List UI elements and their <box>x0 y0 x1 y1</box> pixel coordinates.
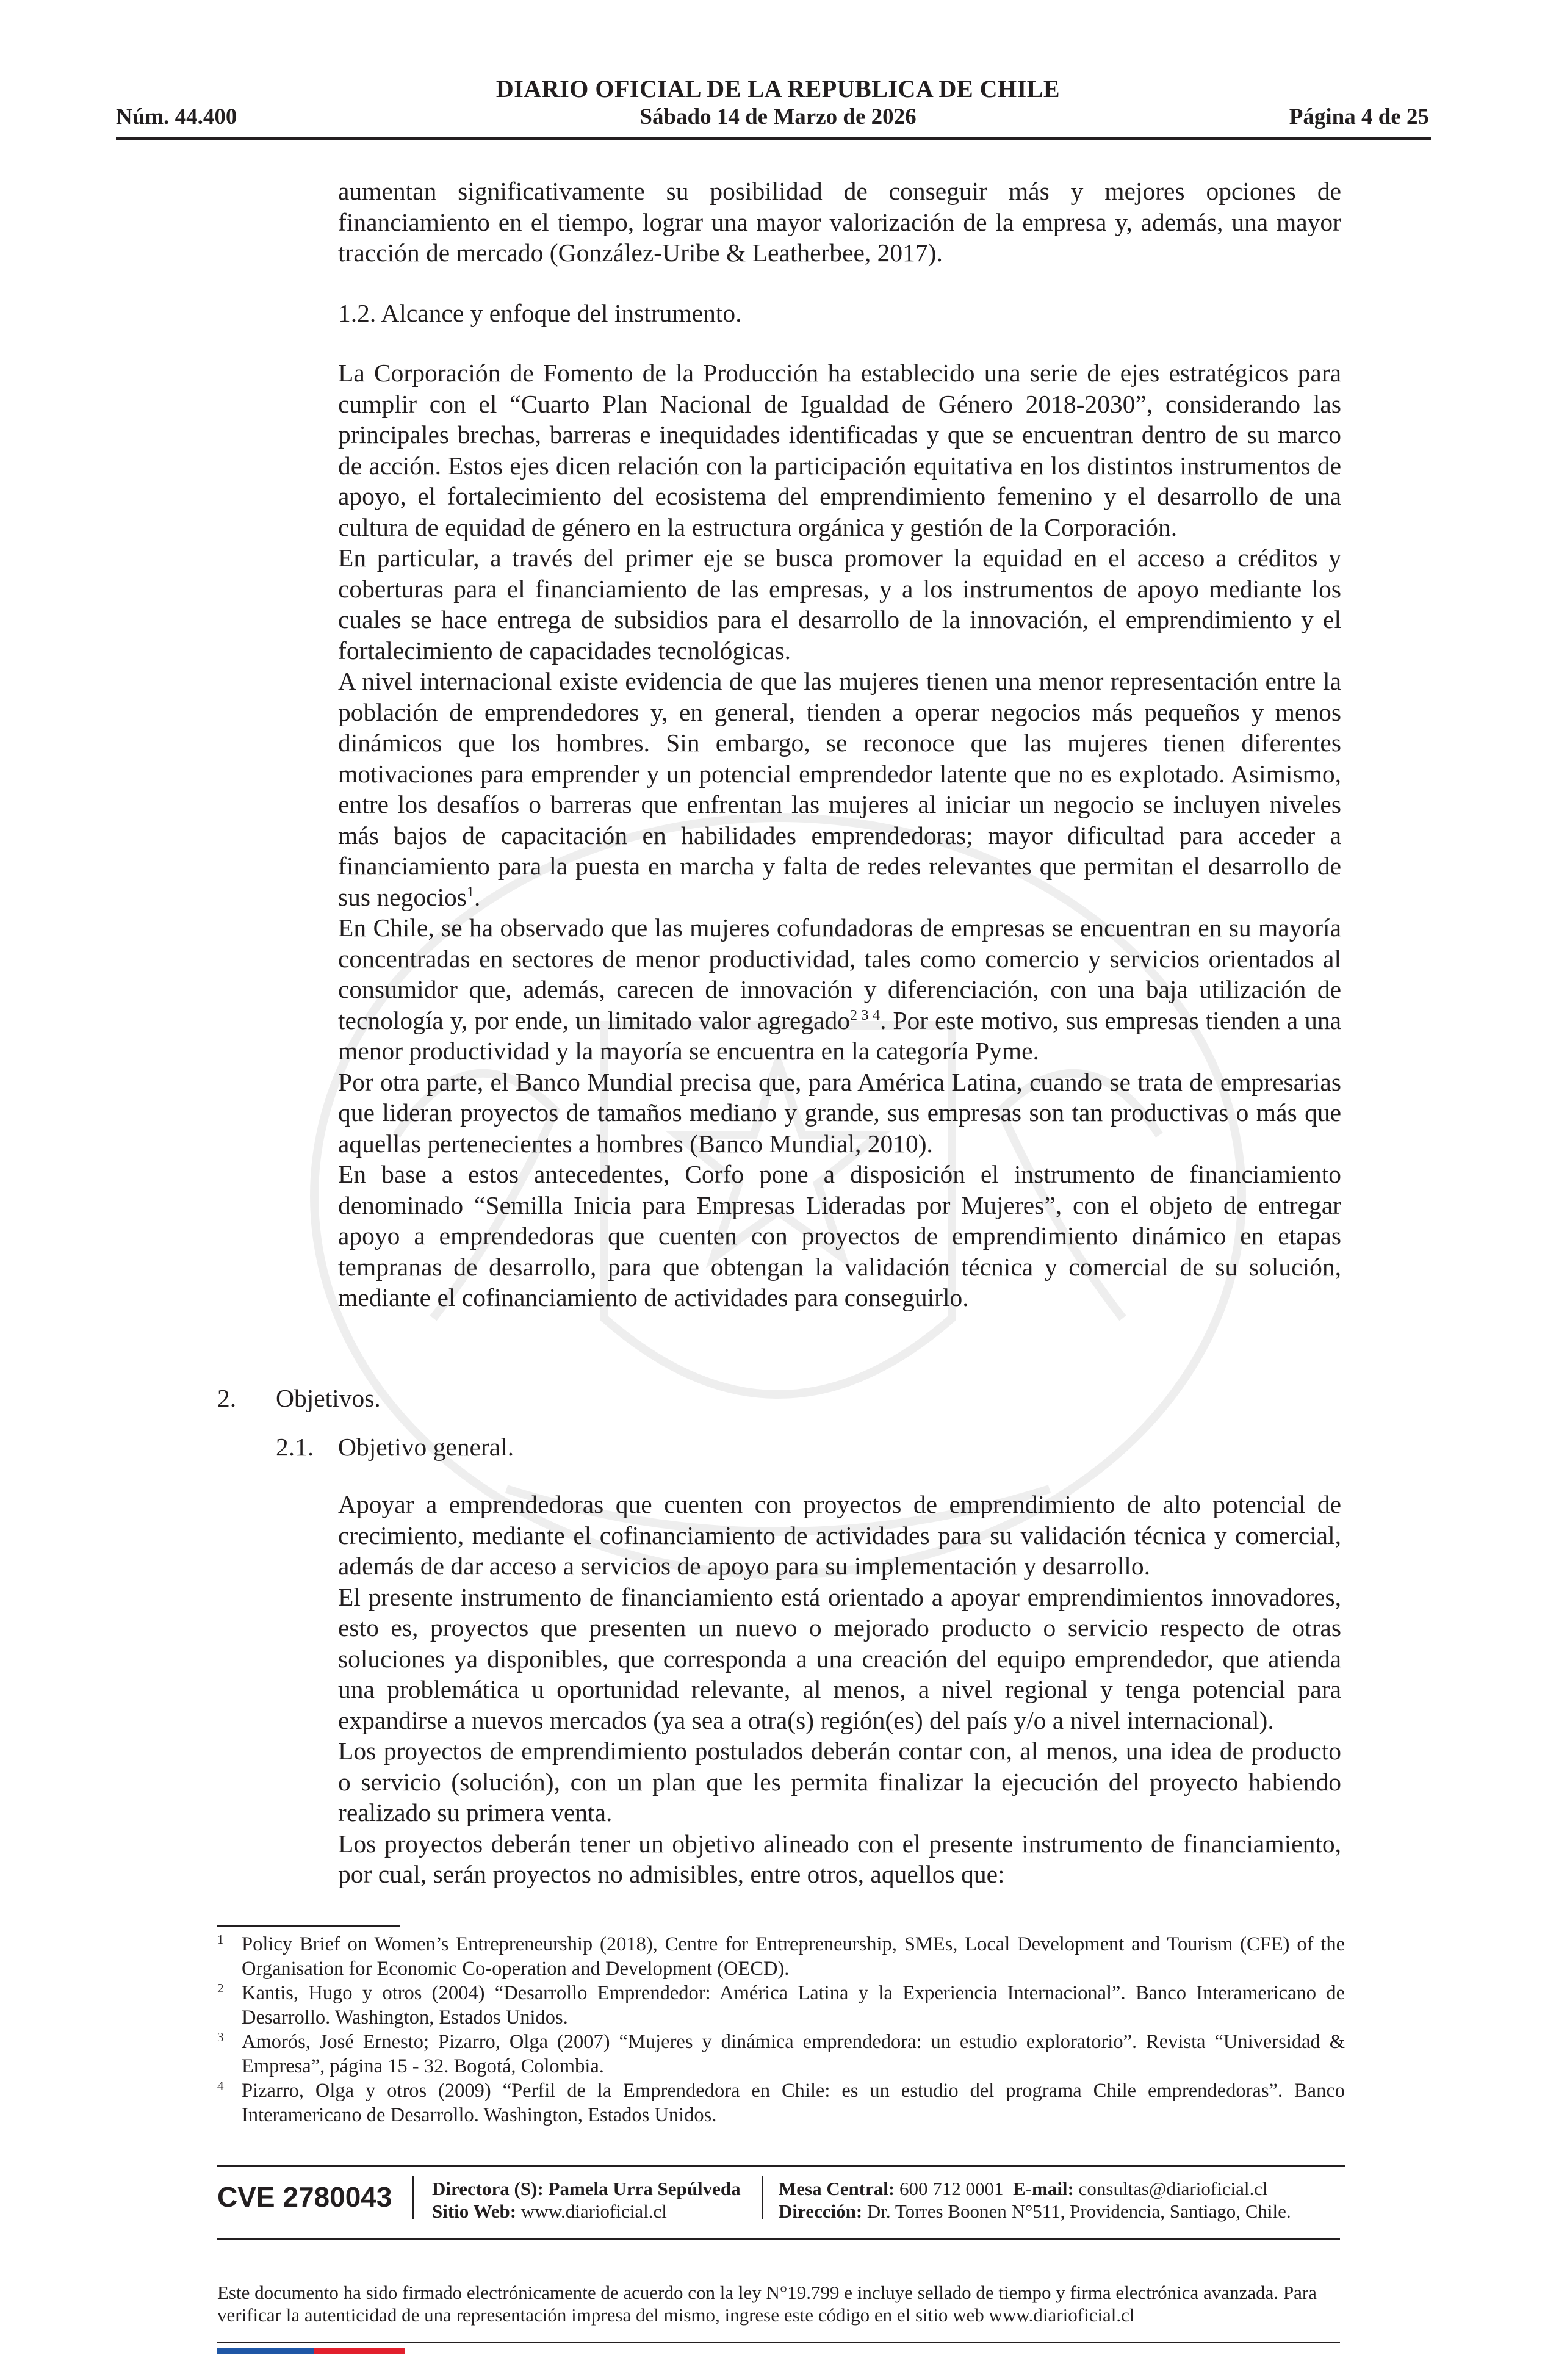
address-label: Dirección: <box>779 2201 863 2222</box>
footnote-number: 4 <box>217 2079 224 2093</box>
footnote-number: 3 <box>217 2030 224 2044</box>
footer-bottom-divider <box>217 2342 1340 2343</box>
footer-separator <box>412 2176 414 2219</box>
section-2-1-number: 2.1. <box>276 1433 314 1461</box>
footnote-ref-1[interactable]: 1 <box>466 884 474 900</box>
flag-stripe-blue <box>217 2348 314 2354</box>
address-value: Dr. Torres Boonen N°511, Providencia, Santiago, Chile. <box>866 2201 1291 2222</box>
intro-text: aumentan significativamente su posibilidad de conseguir más y mejores opciones de financiamiento en el tiempo, lograr una mayor valorización de la empresa y, además, una mayor tracción de mercado (González-Uribe & Leatherbee, 2017). <box>338 177 1341 267</box>
paragraph-primer-eje: En particular, a través del primer eje se busca promover la equidad en el acceso a créditos y coberturas para el financiamiento de las empresas, y a los instrumentos de apoyo mediante los cuales se hace entrega de subsidios para el desarrollo de la innovación, el emprendimiento y el fortalecimiento de capacidades tecnológicas. <box>338 544 1341 665</box>
flag-stripe-red <box>314 2348 405 2354</box>
email-link[interactable]: consultas@diarioficial.cl <box>1078 2178 1268 2199</box>
header-title: DIARIO OFICIAL DE LA REPUBLICA DE CHILE <box>495 75 1061 103</box>
footnote-text: Pizarro, Olga y otros (2009) “Perfil de la Emprendedora en Chile: es un estudio del programa Chile emprendedoras”. Banco Interamericano de Desarrollo. Washington, Estados Unidos. <box>242 2080 1345 2126</box>
footer-separator <box>762 2176 763 2219</box>
intro-paragraph <box>338 176 1341 1313</box>
paragraph-internacional <box>338 666 1341 912</box>
paragraph-proyectos: Los proyectos de emprendimiento postulados deberán contar con, al menos, una idea de producto o servicio (solución), con un plan que les permita finalizar la ejecución del proyecto habiendo realizado su primera venta. <box>338 1737 1341 1826</box>
footnote-1 <box>217 1932 1345 1981</box>
issue-date: Sábado 14 de Marzo de 2026 <box>639 104 917 129</box>
paragraph-internacional-text: A nivel internacional existe evidencia de que las mujeres tienen una menor representación entre la población de emprendedores y, en general, tienden a operar negocios más pequeños y menos dinámicos que los hombres. Sin embargo, se reconoce que las mujeres tienen diferentes motivaciones para emprender y un potencial emprendedor latente que no es explotado. Asimismo, entre los desafíos o barreras que enfrentan las mujeres al iniciar un negocio se incluyen niveles más bajos de capacitación en habilidades emprendedoras; mayor dificultad para acceder a financiamiento para la puesta en marcha y falta de redes relevantes que permitan el desarrollo de sus negocios <box>338 667 1341 911</box>
footnote-text: Policy Brief on Women’s Entrepreneurship (2018), Centre for Entrepreneurship, SMEs, Local Development and Tourism (CFE) of the Organisation for Economic Co-operation and Development (OECD). <box>242 1933 1345 1980</box>
objetivo-general-body <box>338 1489 1341 1890</box>
mesa-label: Mesa Central: <box>779 2178 895 2199</box>
section-1-2-heading: 1.2. Alcance y enfoque del instrumento. <box>338 298 742 327</box>
paragraph-ejes: La Corporación de Fomento de la Producción ha establecido una serie de ejes estratégicos para cumplir con el “Cuarto Plan Nacional de Igualdad de Género 2018-2030”, considerando las principales brechas, barreras e inequidades identificadas y que se encuentran dentro de su marco de acción. Estos ejes dicen relación con la participación equitativa en los distintos instrumentos de apoyo, el fortalecimiento del ecosistema del emprendimiento femenino y el desarrollo de una cultura de equidad de género en la estructura orgánica y gestión de la Corporación. <box>338 359 1341 541</box>
footer-mid-divider <box>217 2238 1340 2240</box>
paragraph-chile <box>338 912 1341 1067</box>
footnote-text: Kantis, Hugo y otros (2004) “Desarrollo Emprendedor: América Latina y la Experiencia Internacional”. Banco Interamericano de Desarrollo. Washington, Estados Unidos. <box>242 1982 1345 2028</box>
footnote-text: Amorós, José Ernesto; Pizarro, Olga (2007) “Mujeres y dinámica emprendedora: un estudio exploratorio”. Revista “Universidad & Empresa”, página 15 - 32. Bogotá, Colombia. <box>242 2031 1345 2077</box>
section-2-number: 2. <box>217 1384 237 1412</box>
paragraph-instrumento: El presente instrumento de financiamiento está orientado a apoyar emprendimientos innovadores, esto es, proyectos que presenten un nuevo o mejorado producto o servicio respecto de otras soluciones ya disponibles, que corresponda a una creación del equipo emprendedor, que atienda una problemática u oportunidad relevante, al menos, a nivel regional y tenga potencial para expandirse a nuevos mercados (ya sea a otra(s) región(es) del país y/o a nivel internacional). <box>338 1582 1341 1734</box>
paragraph-no-admisibles: Los proyectos deberán tener un objetivo alineado con el presente instrumento de financiamiento, por cual, serán proyectos no admisibles, entre otros, aquellos que: <box>338 1829 1341 1888</box>
page-number: Página 4 de 25 <box>1289 104 1429 129</box>
footer-top-divider <box>217 2165 1345 2167</box>
web-link[interactable]: www.diarioficial.cl <box>520 2201 667 2222</box>
footnote-3 <box>217 2030 1345 2079</box>
paragraph-apoyar: Apoyar a emprendedoras que cuenten con proyectos de emprendimiento de alto potencial de crecimiento, mediante el cofinanciamiento de actividades para su validación técnica y comercial, además de dar acceso a servicios de apoyo para su implementación y desarrollo. <box>338 1490 1341 1580</box>
footnotes <box>217 1932 1345 2127</box>
footer-director-block <box>432 2177 741 2223</box>
footnote-divider <box>217 1925 400 1927</box>
cve-code: CVE 2780043 <box>217 2181 392 2213</box>
section-2-1-title: Objetivo general. <box>338 1433 514 1461</box>
paragraph-internacional-end: . <box>474 882 481 911</box>
paragraph-chile-text-b: . Por este motivo, sus empresas tienden a una menor productividad y la mayoría se encuentra en la categoría Pyme. <box>338 1006 1342 1065</box>
paragraph-banco-mundial: Por otra parte, el Banco Mundial precisa que, para América Latina, cuando se trata de empresarias que lideran proyectos de tamaños mediano y grande, sus empresas son tan productivas o más que aquellas pertenecientes a hombres (Banco Mundial, 2010). <box>338 1067 1341 1158</box>
footer-contact-block <box>779 2177 1291 2223</box>
director-label: Directora (S): Pamela Urra Sepúlveda <box>432 2178 741 2199</box>
section-2-title: Objetivos. <box>276 1384 381 1412</box>
issue-number: Núm. 44.400 <box>116 104 237 129</box>
footnote-2 <box>217 1981 1345 2030</box>
header-divider <box>116 137 1431 140</box>
footnote-number: 1 <box>217 1932 224 1947</box>
footnote-number: 2 <box>217 1981 224 1996</box>
footnote-ref-2-3-4[interactable]: 2 3 4 <box>850 1007 881 1023</box>
mesa-phone: 600 712 0001 <box>899 2178 1004 2199</box>
paragraph-corfo: En base a estos antecedentes, Corfo pone a disposición el instrumento de financiamiento denominado “Semilla Inicia para Empresas Lideradas por Mujeres”, con el objeto de entregar apoyo a emprendedoras que cuenten con proyectos de emprendimiento dinámico en etapas tempranas de desarrollo, para que obtengan la validación técnica y comercial de su solución, mediante el cofinanciamiento de actividades para conseguirlo. <box>338 1160 1341 1311</box>
email-label: E-mail: <box>1013 2178 1074 2199</box>
paragraph-chile-text-a: En Chile, se ha observado que las mujeres cofundadoras de empresas se encuentran en su mayoría concentradas en sectores de menor productividad, tales como comercio y servicios orientados al consumidor que, además, carecen de innovación y diferenciación, con una baja utilización de tecnología y, por ende, un limitado valor agregado <box>338 914 1341 1034</box>
legal-notice: Este documento ha sido firmado electrónicamente de acuerdo con la ley N°19.799 e incluye sellado de tiempo y firma electrónica avanzada. Para verificar la autenticidad de una representación impresa del mismo, ingrese este código en el sitio web www.diarioficial.cl <box>217 2282 1317 2326</box>
web-label: Sitio Web: <box>432 2201 517 2222</box>
footnote-4 <box>217 2079 1345 2127</box>
